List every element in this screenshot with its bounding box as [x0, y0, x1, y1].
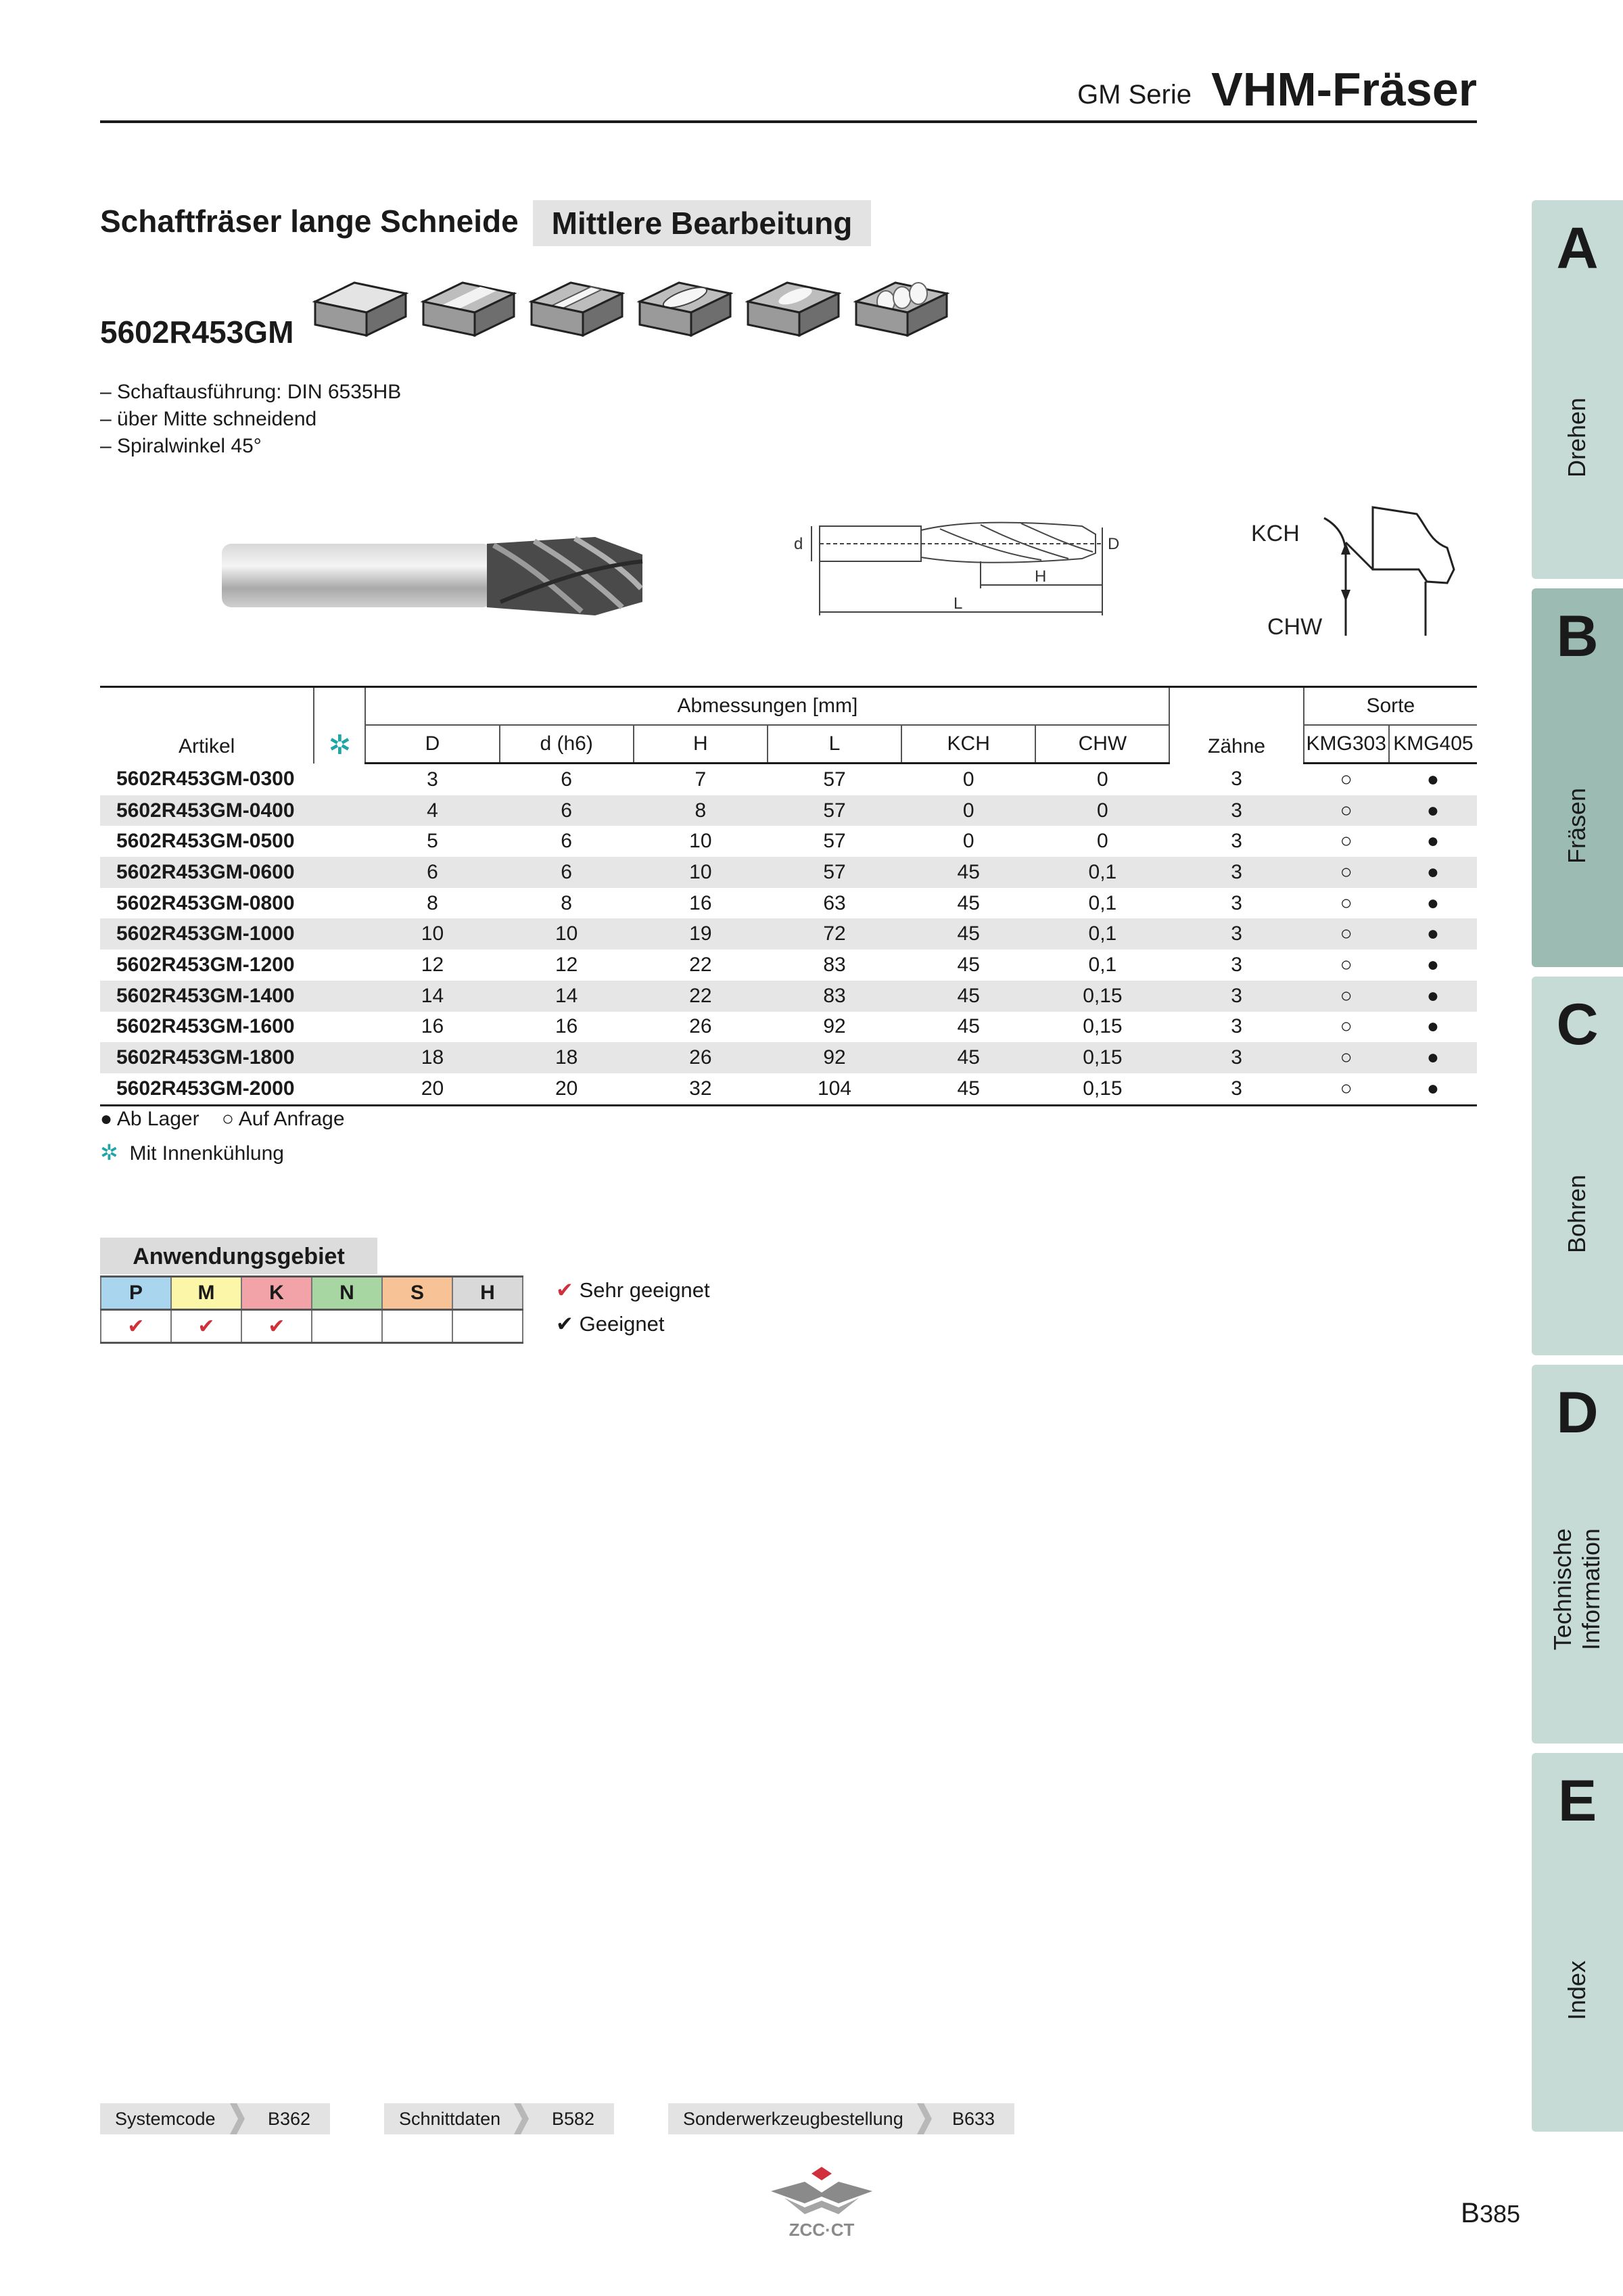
suitability-m: ✔ — [171, 1310, 241, 1343]
cell-kmg303: ○ — [1304, 1042, 1389, 1073]
cell-KCH: 45 — [957, 1015, 980, 1038]
table-row — [100, 857, 1477, 888]
cell-cooling — [314, 764, 365, 795]
cell-CHW: 0,1 — [1035, 918, 1169, 950]
cell-kmg303: ○ — [1304, 981, 1389, 1012]
cell-d-h6: 10 — [500, 918, 634, 950]
cell-artikel: 5602R453GM-0800 — [116, 891, 295, 914]
group-sorte: Sorte — [1304, 687, 1477, 726]
feature-list — [100, 379, 401, 460]
cell-kmg303: ○ — [1340, 953, 1352, 976]
cell-zaehne: 3 — [1169, 857, 1303, 888]
table-row — [100, 981, 1477, 1012]
cell-kmg303: ○ — [1340, 1015, 1352, 1038]
cell-D: 18 — [365, 1042, 499, 1073]
ref-page: B582 — [552, 2109, 595, 2129]
col-d-h6: d (h6) — [500, 725, 634, 764]
cell-L: 92 — [823, 1015, 846, 1038]
legend-very-suitable — [556, 1278, 710, 1303]
cell-d-h6: 6 — [561, 830, 572, 853]
cell-kmg303: ○ — [1304, 1073, 1389, 1105]
workpiece-pocket-icon — [637, 271, 733, 345]
cell-CHW: 0,1 — [1035, 857, 1169, 888]
page-section: B — [1461, 2197, 1480, 2228]
table-row — [100, 1042, 1477, 1073]
cell-CHW: 0 — [1097, 830, 1108, 853]
col-D: D — [365, 725, 499, 764]
availability-legend — [100, 1108, 345, 1131]
cell-KCH: 0 — [962, 768, 974, 791]
cell-zaehne: 3 — [1231, 830, 1242, 853]
cell-CHW: 0,1 — [1088, 891, 1117, 914]
workpiece-face-icon — [312, 271, 408, 345]
application-table — [100, 1275, 523, 1344]
cell-L: 83 — [768, 981, 901, 1012]
cell-kmg405: ● — [1389, 857, 1477, 888]
page-number — [1461, 2197, 1520, 2229]
tab-b-fraesen[interactable] — [1532, 588, 1623, 967]
cell-H: 10 — [634, 857, 768, 888]
cell-cooling — [314, 795, 365, 826]
cell-CHW: 0,15 — [1083, 1015, 1123, 1038]
ref-label: Systemcode — [115, 2109, 216, 2129]
cell-artikel: 5602R453GM-0300 — [116, 768, 295, 791]
workpiece-slot-icon — [529, 271, 625, 345]
section-title: Schaftfräser lange Schneide — [100, 204, 519, 239]
cell-H: 19 — [634, 918, 768, 950]
check-icon: ✔ — [556, 1312, 573, 1336]
cell-artikel: 5602R453GM-1400 — [100, 981, 314, 1012]
cell-kmg303: ○ — [1340, 768, 1352, 791]
cell-H: 26 — [689, 1015, 712, 1038]
cell-CHW: 0,15 — [1035, 1073, 1169, 1105]
cell-kmg405: ● — [1426, 830, 1439, 853]
cell-L: 92 — [768, 1042, 901, 1073]
cell-L: 104 — [768, 1073, 901, 1105]
col-H: H — [634, 725, 768, 764]
cell-CHW: 0,1 — [1088, 953, 1117, 976]
application-title: Anwendungsgebiet — [100, 1238, 377, 1274]
tab-letter: E — [1557, 1768, 1597, 1833]
ref-page: B362 — [268, 2109, 311, 2129]
feature-item: – Schaftausführung: DIN 6535HB — [100, 381, 402, 403]
cell-artikel: 5602R453GM-0600 — [100, 857, 314, 888]
cell-CHW: 0 — [1035, 795, 1169, 826]
cell-H: 10 — [689, 830, 712, 853]
legend-suitable — [556, 1312, 664, 1336]
product-table — [100, 686, 1477, 1106]
cooling-icon: ✲ — [100, 1140, 118, 1165]
cell-KCH: 0 — [901, 795, 1035, 826]
table-row — [100, 888, 1477, 919]
header-title: VHM-Fräser — [1211, 63, 1477, 116]
suitability-s — [382, 1310, 452, 1343]
cell-L: 57 — [768, 857, 901, 888]
cell-L: 72 — [768, 918, 901, 950]
material-p: P — [101, 1277, 171, 1310]
cell-kmg405: ● — [1426, 1015, 1439, 1038]
group-dimensions: Abmessungen [mm] — [365, 687, 1169, 726]
logo-text: ZCC·CT — [789, 2220, 855, 2240]
suitability-row — [101, 1310, 523, 1343]
cell-d-h6: 14 — [500, 981, 634, 1012]
col-kmg303: KMG303 — [1304, 725, 1389, 764]
check-red-icon: ✔ — [556, 1278, 573, 1302]
chw-label: CHW — [1267, 614, 1323, 640]
cell-zaehne: 3 — [1231, 953, 1242, 976]
workpiece-ramping-icon — [745, 271, 841, 345]
cell-artikel: 5602R453GM-1800 — [100, 1042, 314, 1073]
cell-L: 63 — [823, 891, 846, 914]
cell-cooling — [314, 857, 365, 888]
material-s: S — [382, 1277, 452, 1310]
cell-CHW: 0 — [1097, 768, 1108, 791]
cell-L: 57 — [823, 768, 846, 791]
cell-H: 22 — [634, 981, 768, 1012]
cell-kmg303: ○ — [1340, 830, 1352, 853]
cell-d-h6: 12 — [555, 953, 578, 976]
cell-kmg303: ○ — [1304, 857, 1389, 888]
stock-label: Ab Lager — [116, 1108, 199, 1130]
cell-cooling — [314, 888, 365, 919]
cell-artikel: 5602R453GM-1000 — [100, 918, 314, 950]
col-KCH: KCH — [901, 725, 1035, 764]
cell-d-h6: 6 — [500, 857, 634, 888]
ref-label: Schnittdaten — [399, 2109, 501, 2129]
tab-name: Fräsen — [1563, 787, 1591, 864]
cell-zaehne: 3 — [1231, 768, 1242, 791]
request-label: Auf Anfrage — [238, 1108, 345, 1130]
cell-cooling — [314, 1073, 365, 1105]
table-row — [100, 826, 1477, 857]
tab-a-drehen[interactable] — [1532, 200, 1623, 579]
chevron-right-icon — [510, 2103, 529, 2134]
cell-D: 10 — [365, 918, 499, 950]
chamfer-drawing — [1244, 494, 1474, 649]
page-num: 385 — [1480, 2200, 1521, 2228]
workpiece-shoulder-icon — [421, 271, 517, 345]
material-h: H — [452, 1277, 523, 1310]
cell-D: 6 — [365, 857, 499, 888]
cell-d-h6: 18 — [500, 1042, 634, 1073]
cell-cooling — [314, 1012, 365, 1043]
cooling-legend — [100, 1140, 284, 1165]
cell-kmg405: ● — [1426, 768, 1439, 791]
col-L: L — [768, 725, 901, 764]
feature-item: – über Mitte schneidend — [100, 408, 317, 430]
product-code: 5602R453GM — [100, 314, 294, 350]
col-artikel: Artikel — [100, 687, 314, 764]
dim-D-label: D — [1108, 535, 1120, 553]
cell-kmg303: ○ — [1304, 918, 1389, 950]
cell-D: 3 — [427, 768, 438, 791]
cell-kmg405: ● — [1389, 795, 1477, 826]
kch-label: KCH — [1251, 521, 1300, 546]
cell-CHW: 0,15 — [1035, 1042, 1169, 1073]
dim-H-label: H — [1035, 567, 1047, 586]
table-row — [100, 1012, 1477, 1043]
company-logo — [764, 2163, 879, 2244]
cell-L: 57 — [823, 830, 846, 853]
legend-suitable-label: Geeignet — [579, 1312, 665, 1336]
cell-D: 5 — [427, 830, 438, 853]
cell-KCH: 45 — [901, 1073, 1035, 1105]
cell-L: 83 — [823, 953, 846, 976]
tab-letter: A — [1556, 216, 1599, 281]
table-row — [100, 795, 1477, 826]
cell-D: 4 — [365, 795, 499, 826]
suitability-k: ✔ — [241, 1310, 312, 1343]
cell-kmg303: ○ — [1304, 795, 1389, 826]
cooling-label: Mit Innenkühlung — [129, 1142, 284, 1165]
cell-D: 8 — [427, 891, 438, 914]
cell-kmg405: ● — [1389, 918, 1477, 950]
cell-KCH: 45 — [901, 1042, 1035, 1073]
tab-name: Drehen — [1563, 397, 1591, 478]
legend-very-suitable-label: Sehr geeignet — [579, 1278, 710, 1302]
cell-zaehne: 3 — [1169, 795, 1303, 826]
dim-L-label: L — [954, 594, 963, 613]
cell-cooling — [314, 950, 365, 981]
dim-d-label: d — [794, 535, 803, 553]
tab-letter: D — [1556, 1380, 1599, 1445]
ref-systemcode[interactable] — [100, 2103, 330, 2134]
cell-KCH: 45 — [901, 981, 1035, 1012]
material-k: K — [241, 1277, 312, 1310]
cell-D: 20 — [365, 1073, 499, 1105]
cell-CHW: 0,15 — [1035, 981, 1169, 1012]
cell-D: 12 — [421, 953, 444, 976]
cell-H: 26 — [634, 1042, 768, 1073]
material-n: N — [312, 1277, 382, 1310]
dimension-drawing — [784, 514, 1129, 629]
cell-artikel: 5602R453GM-1600 — [116, 1015, 295, 1038]
cell-H: 8 — [634, 795, 768, 826]
cell-KCH: 45 — [957, 891, 980, 914]
stock-symbol: ● — [100, 1108, 113, 1130]
cell-kmg405: ● — [1389, 1073, 1477, 1105]
cell-zaehne: 3 — [1169, 1042, 1303, 1073]
tab-e-index[interactable] — [1532, 1753, 1623, 2132]
cell-d-h6: 8 — [561, 891, 572, 914]
header-series: GM Serie — [1077, 80, 1192, 110]
cell-H: 32 — [634, 1073, 768, 1105]
chevron-right-icon — [913, 2103, 932, 2134]
cell-artikel: 5602R453GM-2000 — [100, 1073, 314, 1105]
tab-name: Technische Information — [1549, 1528, 1605, 1651]
header-rule — [100, 120, 1477, 123]
cell-d-h6: 16 — [555, 1015, 578, 1038]
col-kmg405: KMG405 — [1389, 725, 1477, 764]
table-row — [100, 1073, 1477, 1105]
col-zaehne: Zähne — [1169, 687, 1303, 764]
tab-letter: C — [1556, 992, 1599, 1057]
tab-letter: B — [1556, 604, 1599, 669]
tab-name: Bohren — [1563, 1174, 1591, 1254]
machining-badge: Mittlere Bearbeitung — [533, 200, 871, 246]
cell-KCH: 45 — [901, 857, 1035, 888]
cell-zaehne: 3 — [1231, 891, 1242, 914]
ref-page: B633 — [952, 2109, 995, 2129]
material-row — [101, 1277, 523, 1310]
tab-c-bohren[interactable] — [1532, 977, 1623, 1355]
cell-H: 16 — [689, 891, 712, 914]
ref-label: Sonderwerkzeugbestellung — [683, 2109, 903, 2129]
cell-artikel: 5602R453GM-1200 — [116, 953, 295, 976]
cell-artikel: 5602R453GM-0400 — [100, 795, 314, 826]
cell-kmg405: ● — [1389, 981, 1477, 1012]
table-row — [100, 764, 1477, 795]
cell-zaehne: 3 — [1169, 918, 1303, 950]
cell-cooling — [314, 1042, 365, 1073]
endmill-photo — [216, 528, 663, 622]
cell-zaehne: 3 — [1169, 1073, 1303, 1105]
cooling-icon: ✲ — [328, 730, 352, 760]
cell-zaehne: 3 — [1169, 981, 1303, 1012]
cell-D: 16 — [421, 1015, 444, 1038]
cell-d-h6: 6 — [561, 768, 572, 791]
cell-L: 57 — [768, 795, 901, 826]
cell-D: 14 — [365, 981, 499, 1012]
table-header-row — [100, 687, 1477, 726]
cell-kmg405: ● — [1426, 891, 1439, 914]
cell-d-h6: 20 — [500, 1073, 634, 1105]
table-row — [100, 950, 1477, 981]
tab-d-technische-information[interactable] — [1532, 1365, 1623, 1743]
col-cooling — [314, 687, 365, 764]
suitability-n — [312, 1310, 382, 1343]
cell-cooling — [314, 826, 365, 857]
chevron-right-icon — [226, 2103, 245, 2134]
request-symbol: ○ — [221, 1108, 235, 1130]
cell-cooling — [314, 981, 365, 1012]
cell-zaehne: 3 — [1231, 1015, 1242, 1038]
table-row — [100, 918, 1477, 950]
cell-kmg405: ● — [1389, 1042, 1477, 1073]
cell-H: 7 — [695, 768, 707, 791]
material-m: M — [171, 1277, 241, 1310]
cell-d-h6: 6 — [500, 795, 634, 826]
feature-item: – Spiralwinkel 45° — [100, 435, 262, 457]
cell-kmg405: ● — [1426, 953, 1439, 976]
col-CHW: CHW — [1035, 725, 1169, 764]
tab-name: Index — [1563, 1960, 1591, 2021]
ref-schnittdaten[interactable] — [384, 2103, 614, 2134]
cell-KCH: 45 — [957, 953, 980, 976]
cell-H: 22 — [689, 953, 712, 976]
cell-artikel: 5602R453GM-0500 — [116, 830, 295, 853]
cell-KCH: 45 — [901, 918, 1035, 950]
ref-sonderwerkzeug[interactable] — [668, 2103, 1014, 2134]
cell-kmg303: ○ — [1340, 891, 1352, 914]
cell-cooling — [314, 918, 365, 950]
cell-KCH: 0 — [962, 830, 974, 853]
suitability-p: ✔ — [101, 1310, 171, 1343]
suitability-h — [452, 1310, 523, 1343]
workpiece-plunge-icon — [853, 271, 949, 345]
